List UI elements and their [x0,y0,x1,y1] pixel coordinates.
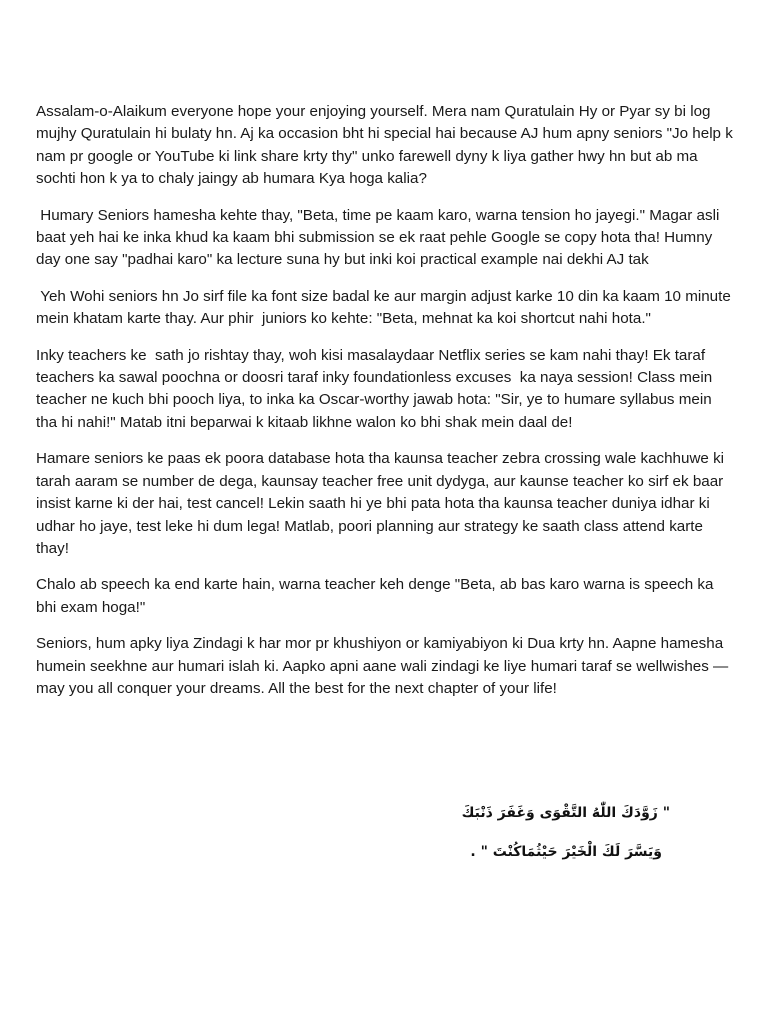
paragraph-closing-joke: Chalo ab speech ka end karte hain, warna teacher keh denge "Beta, ab bas karo warna is speech ka bhi exam hoga!" [36,576,718,616]
dua-line-1: " زَوَّدَكَ اللّٰهُ التَّقْوَى وَغَفَرَ ذَنْبَكَ [461,805,670,821]
paragraph-shortcut: Yeh Wohi seniors hn Jo sirf file ka font size badal ke aur margin adjust karke 10 din ka kaam 10 minute mein khatam karte thay. Aur phir juniors ko kehte: "Beta, mehnat ka koi shortcut nahi hota." [36,287,736,328]
paragraph-intro: Assalam-o-Alaikum everyone hope your enjoying yourself. Mera nam Quratulain Hy or Pyar sy bi log mujhy Quratulain hi bulaty hn. Aj ka occasion bht hi special hai because AJ hum apny seniors "Jo help k nam pr google or YouTube ki link share krty thy" unko farewell dyny k liya gather hwy hn but ab ma sochti hon k ya to chaly jaingy ab humara Kya hoga kalia? [36,103,738,188]
paragraph-seniors-advice: Humary Seniors hamesha kehte thay, "Beta, time pe kaam karo, warna tension ho jayegi." Magar asli baat yeh hai ke inka khud ka kaam bhi submission se ek raat pehle Google se copy hota tha! Humny day one say "padhai karo" ka lecture suna hy but inki koi practical example nai dekhi AJ tak [36,206,724,269]
dua-line-2: وَيَسَّرَ لَكَ الْخَيْرَ حَيْثُمَاكُنْتَ " . [470,844,662,860]
paragraph-database: Hamare seniors ke paas ek poora database hota tha kaunsa teacher zebra crossing wale kachhuwe ki tarah aaram se number de dega, kaunsay teacher free unit dydyga, aur kaunse teacher ko sirf ek baar insist karne ki der hai, test cancel! Lekin saath hi ye bhi pata hota tha kaunsa teacher duniya idhar ki udhar ho jaye, test leke hi dum lega! Matlab, poori planning aur strategy ke saath class attend karte thay! [36,450,729,557]
document-body [36,101,736,714]
paragraph-teachers: Inky teachers ke sath jo rishtay thay, woh kisi masalaydaar Netflix series se kam nahi thay! Ek taraf teachers ka sawal poochna or doosri taraf inky foundationless excuses ka naya session! Class mein teacher ne kuch bhi pooch liya, to inka ka Oscar-worthy jawab hota: "Sir, ye to humare syllabus mein tha hi nahi!" Matab itni beparwai k kitaab likhne walon ko bhi shak mein daal de! [36,346,717,431]
paragraph-wishes: Seniors, hum apky liya Zindagi k har mor pr khushiyon or kamiyabiyon ki Dua krty hn. Aapne hamesha humein seekhne aur humari islah ki. Aapko apni aane wali zindagi ke liye humari taraf se wellwishes —may you all conquer your dreams. All the best for the next chapter of your life! [36,635,729,697]
